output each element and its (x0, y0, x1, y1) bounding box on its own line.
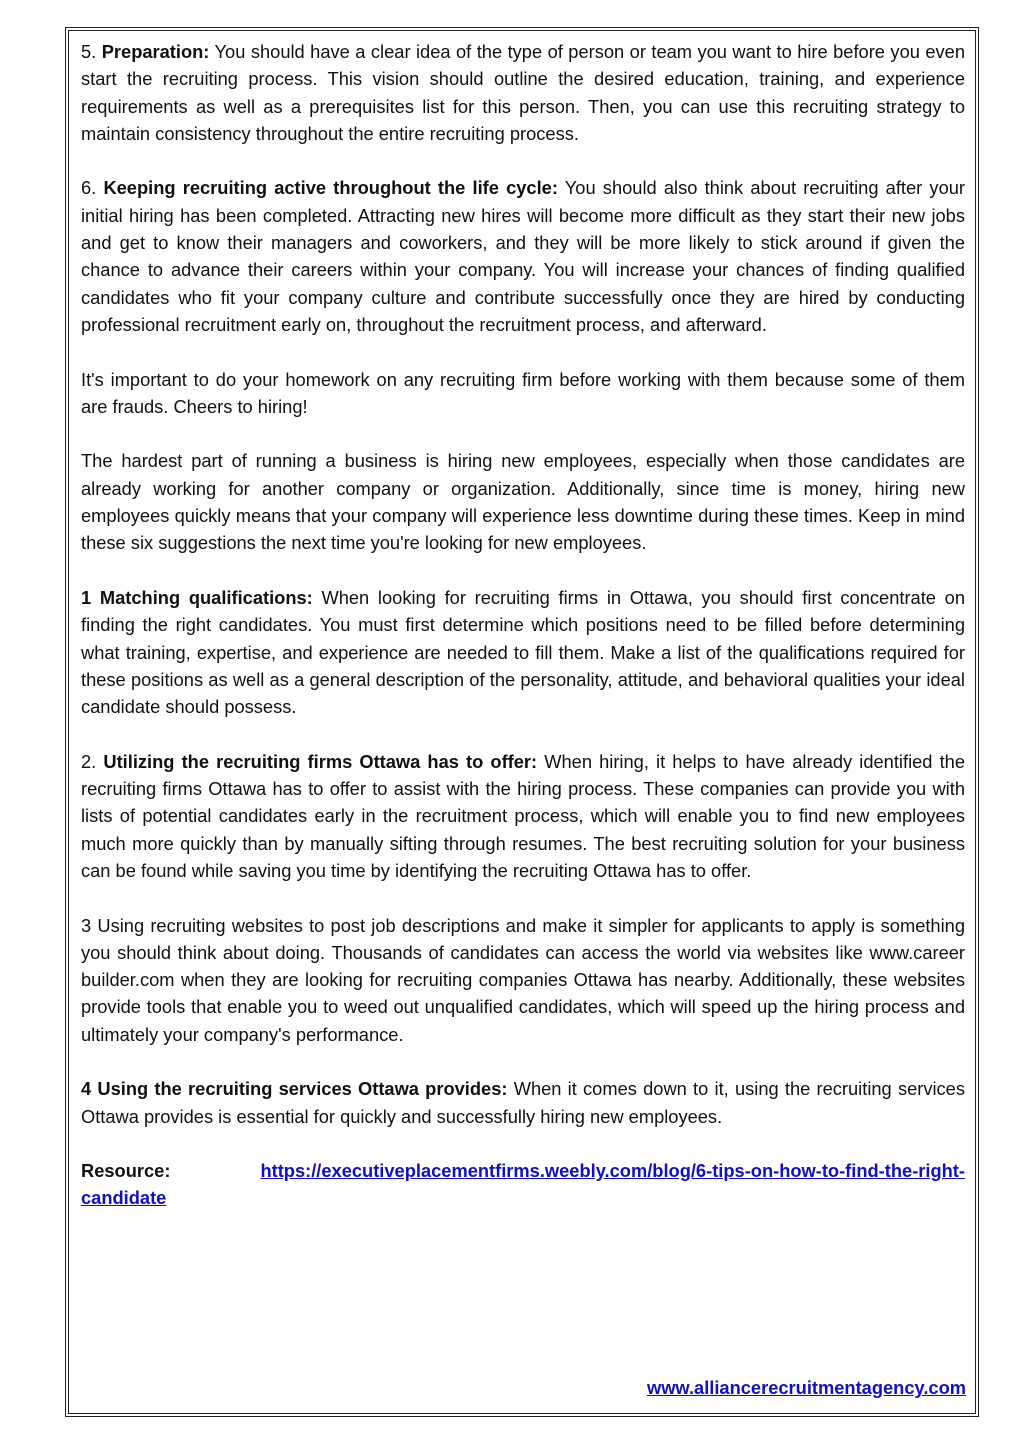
paragraph-hardest-part (81, 447, 965, 556)
document-body (81, 38, 965, 1239)
paragraph-number: 5. (81, 41, 102, 62)
paragraph-text: It's important to do your homework on any recruiting firm before working with them because some of them are frauds. Cheers to hiring! (81, 368, 965, 417)
paragraph-text: When hiring, it helps to have already identified the recruiting firms Ottawa has to offer to assist with the hiring process. These companies can provide you with lists of potential candidates early in the recruitment process, which will enable you to find new employees much more quickly than by manually sifting through resumes. The best recruiting solution for your business can be found while saving you time by identifying the recruiting Ottawa has to offer. (81, 750, 965, 881)
paragraph-preparation (81, 38, 965, 147)
paragraph-heading: 4 Using the recruiting services Ottawa provides: (81, 1078, 508, 1100)
resource-line (81, 1157, 965, 1212)
paragraph-homework-note (81, 366, 965, 421)
paragraph-text: You should also think about recruiting after your initial hiring has been completed. Attracting new hires will become more difficult as they start their new jobs and get to know their managers and coworkers, and they will be more likely to stick around if given the chance to advance their careers within your company. You will increase your chances of finding qualified candidates who fit your company culture and contribute successfully once they are hired by conducting professional recruitment early on, throughout the recruitment process, and afterward. (81, 177, 965, 335)
paragraph-text: When looking for recruiting firms in Ottawa, you should first concentrate on finding the right candidates. You must first determine which positions need to be filled before determining what training, expertise, and experience are needed to fill them. Make a list of the qualifications required for these positions as well as a general description of the personality, attitude, and behavioral qualities your ideal candidate should possess. (81, 586, 965, 718)
paragraph-recruiting-services (81, 1075, 965, 1130)
paragraph-heading: Keeping recruiting active throughout the life cycle: (103, 177, 558, 199)
paragraph-number: 2. (81, 750, 104, 772)
paragraph-recruiting-websites (81, 912, 965, 1048)
resource-label: Resource: (81, 1160, 171, 1182)
paragraph-heading: Utilizing the recruiting firms Ottawa has to offer: (103, 750, 538, 772)
paragraph-text: The hardest part of running a business is hiring new employees, especially when those candidates are already working for another company or organization. Additionally, since time is money, hiring new employees quickly means that your company will experience less downtime during these times. Keep in mind these six suggestions the next time you're looking for new employees. (81, 450, 965, 554)
paragraph-text: You should have a clear idea of the type of person or team you want to hire before you even start the recruiting process. This vision should outline the desired education, training, and experience requirements as well as a prerequisites list for this person. Then, you can use this recruiting strategy to maintain consistency throughout the entire recruiting process. (81, 41, 966, 144)
paragraph-text: When it comes down to it, using the recruiting services Ottawa provides is essential for quickly and successfully hiring new employees. (81, 1078, 965, 1127)
paragraph-heading: Preparation: (101, 41, 210, 62)
footer-website-link[interactable]: www.alliancerecruitmentagency.com (646, 1377, 966, 1398)
paragraph-keeping-recruiting-active (81, 174, 965, 338)
paragraph-utilizing-firms (81, 748, 965, 884)
paragraph-matching-qualifications (81, 584, 965, 720)
paragraph-text: 3 Using recruiting websites to post job descriptions and make it simpler for applicants to apply is something you should think about doing. Thousands of candidates can access the world via websites like www.career builder.com when they are looking for recruiting companies Ottawa has nearby. Additionally, these websites provide tools that enable you to weed out unqualified candidates, which will speed up the hiring process and ultimately your company's performance. (81, 914, 965, 1045)
paragraph-number: 6. (81, 177, 104, 199)
resource-link[interactable]: https://executiveplacementfirms.weebly.com/blog/6-tips-on-how-to-find-the-right-candidate (81, 1160, 965, 1209)
paragraph-heading: 1 Matching qualifications: (81, 586, 313, 608)
